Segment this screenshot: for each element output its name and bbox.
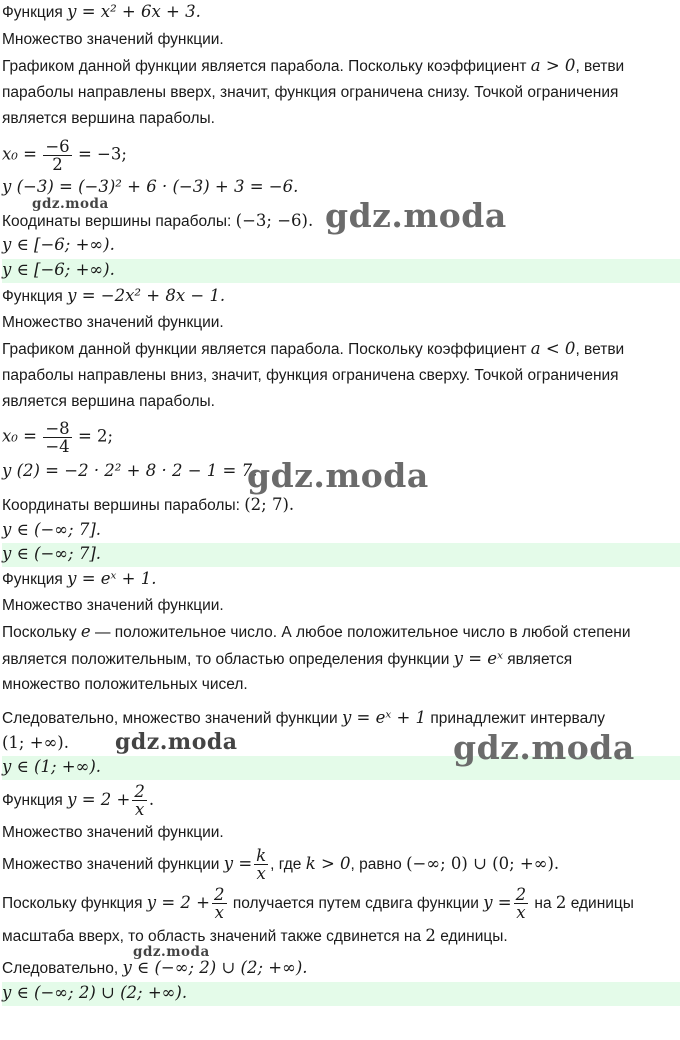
- watermark: gdz.moda: [32, 196, 109, 212]
- s1-answer: y ∈ [−6; +∞).: [2, 259, 680, 283]
- s3-range-title: Множество значений функции.: [2, 597, 224, 614]
- watermark: gdz.moda: [247, 456, 429, 495]
- s2-paragraph-line-3: является вершина параболы.: [2, 393, 215, 410]
- s1-vertex-coords: Коодинаты вершины параболы: (−3; −6).: [2, 211, 314, 230]
- s4-function-line: Функция y = 2 + $\frac{2}{x}$ .: [2, 782, 155, 820]
- s2-paragraph-line-2: параболы направлены вниз, значит, функция ограничена сверху. Точкой ограничения: [2, 367, 619, 384]
- s2-range-title: Множество значений функции.: [2, 314, 224, 331]
- s1-paragraph-line-3: является вершина параболы.: [2, 110, 215, 127]
- s4-range-title: Множество значений функции.: [2, 824, 224, 841]
- watermark: gdz.moda: [453, 728, 635, 767]
- s3-paragraph-line-5: (1; +∞).: [2, 733, 69, 752]
- s4-paragraph-line-1: Множество значений функции y = $\frac{k}{x}$ , где k > 0, равно (−∞; 0) ∪ (0; +∞).: [2, 846, 560, 884]
- s2-paragraph-line-1: Графиком данной функции является парабола. Поскольку коэффициент a < 0, ветви: [2, 339, 625, 358]
- s1-paragraph-line-1: Графиком данной функции является парабола. Поскольку коэффициент a > 0, ветви: [2, 56, 625, 75]
- s4-paragraph-line-3: масштаба вверх, то область значений также сдвинется на 2 единицы.: [2, 926, 508, 945]
- s2-vertex-y: y (2) = −2 · 2² + 8 · 2 − 1 = 7.: [2, 461, 258, 480]
- s3-answer: y ∈ (1; +∞).: [2, 756, 680, 780]
- watermark: gdz.moda: [133, 944, 210, 960]
- s3-paragraph-line-3: множество положительных чисел.: [2, 676, 248, 693]
- watermark: gdz.moda: [115, 729, 238, 755]
- s1-function-line: Функция y = x² + 6x + 3.: [2, 2, 201, 21]
- s4-paragraph-line-4: Следовательно, y ∈ (−∞; 2) ∪ (2; +∞).: [2, 958, 308, 977]
- s2-function-line: Функция y = −2x² + 8x − 1.: [2, 286, 226, 305]
- s2-answer: y ∈ (−∞; 7].: [2, 543, 680, 567]
- watermark: gdz.moda: [325, 196, 507, 235]
- s2-range: y ∈ (−∞; 7].: [2, 520, 102, 539]
- s2-vertex-x: x₀ = $\frac{-8}{-4}$ = 2;: [2, 419, 114, 456]
- s3-paragraph-line-2: является положительным, то областью определения функции y = eˣ является: [2, 649, 573, 668]
- s1-vertex-y: y (−3) = (−3)² + 6 · (−3) + 3 = −6.: [2, 177, 299, 196]
- s4-paragraph-line-2: Поскольку функция y = 2 + $\frac{2}{x}$ получается путем сдвига функции y = $\frac{2}{x}$ на 2 единицы: [2, 885, 634, 923]
- s1-vertex-x: x₀ = $\frac{-6}{2}$ = −3;: [2, 137, 127, 174]
- s3-paragraph-line-1: Поскольку e — положительное число. А любое положительное число в любой степени: [2, 622, 631, 641]
- s3-function-line: Функция y = eˣ + 1.: [2, 569, 157, 588]
- s1-paragraph-line-2: параболы направлены вверх, значит, функция ограничена снизу. Точкой ограничения: [2, 84, 619, 101]
- s4-answer: y ∈ (−∞; 2) ∪ (2; +∞).: [2, 982, 680, 1006]
- s1-range-title: Множество значений функции.: [2, 31, 224, 48]
- s2-vertex-coords: Координаты вершины параболы: (2; 7).: [2, 495, 295, 514]
- s3-paragraph-line-4: Следовательно, множество значений функции y = eˣ + 1 принадлежит интервалу: [2, 708, 606, 727]
- s1-range: y ∈ [−6; +∞).: [2, 235, 115, 254]
